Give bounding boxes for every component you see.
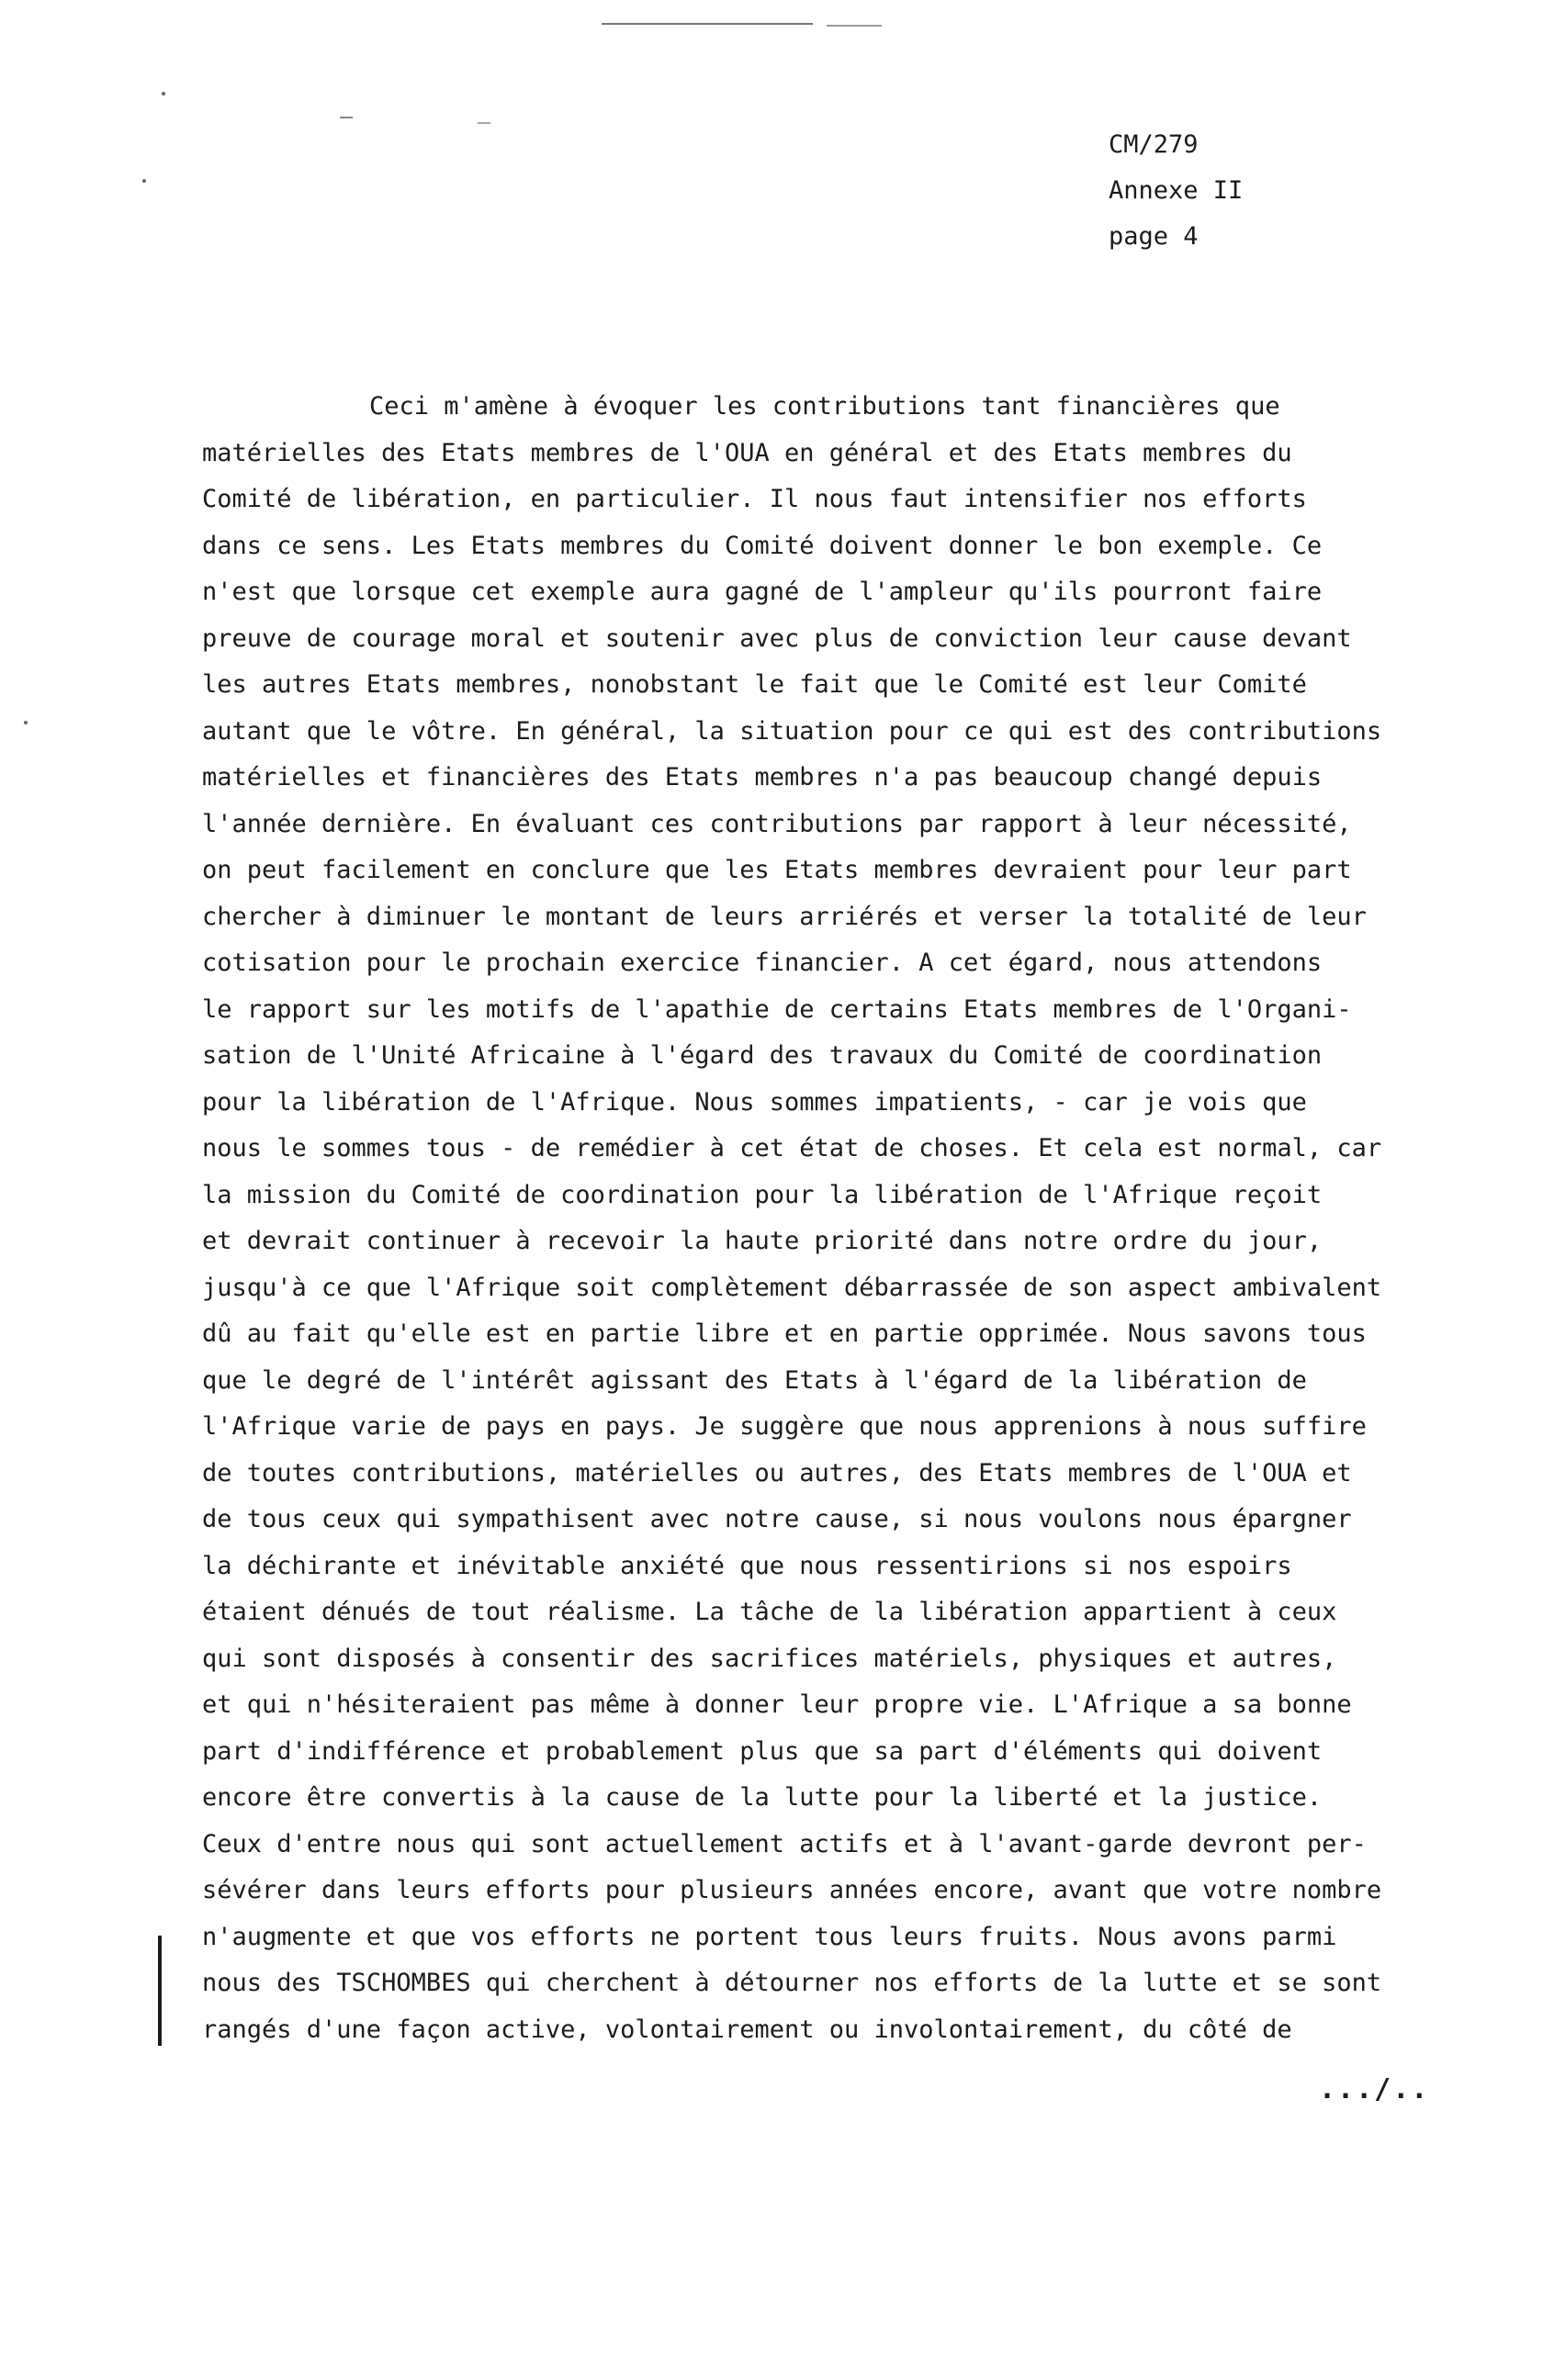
- text-line: nous des TSCHOMBES qui cherchent à détourner nos efforts de la lutte et se sont: [202, 1969, 1382, 1997]
- text-line: sévérer dans leurs efforts pour plusieurs années encore, avant que votre nombre: [202, 1876, 1382, 1904]
- scan-artifact: [340, 117, 353, 118]
- page-number: page 4: [1109, 222, 1199, 251]
- body-paragraph: [202, 384, 1506, 2053]
- margin-revision-bar: [158, 1936, 162, 2046]
- text-line: encore être convertis à la cause de la lutte pour la liberté et la justice.: [202, 1783, 1323, 1812]
- text-line: et devrait continuer à recevoir la haute priorité dans notre ordre du jour,: [202, 1227, 1323, 1255]
- scan-artifact: [24, 721, 28, 724]
- text-line: rangés d'une façon active, volontairement ou involontairement, du côté de: [202, 2015, 1292, 2044]
- text-line: et qui n'hésiteraient pas même à donner leur propre vie. L'Afrique a sa bonne: [202, 1690, 1352, 1719]
- text-line: l'Afrique varie de pays en pays. Je suggère que nous apprenions à nous suffire: [202, 1412, 1367, 1441]
- text-line: Comité de libération, en particulier. Il nous faut intensifier nos efforts: [202, 485, 1307, 513]
- scan-artifact: [602, 23, 813, 25]
- text-line: n'augmente et que vos efforts ne portent tous leurs fruits. Nous avons parmi: [202, 1922, 1337, 1951]
- text-line: chercher à diminuer le montant de leurs arriérés et verser la totalité de leur: [202, 902, 1367, 931]
- text-line: part d'indifférence et probablement plus que sa part d'éléments qui doivent: [202, 1736, 1323, 1766]
- text-line: Ceux d'entre nous qui sont actuellement actifs et à l'avant-garde devront per-: [202, 1829, 1367, 1858]
- text-line: preuve de courage moral et soutenir avec plus de conviction leur cause devant: [202, 623, 1352, 653]
- text-line: la mission du Comité de coordination pour la libération de l'Afrique reçoit: [202, 1180, 1323, 1209]
- text-line: étaient dénués de tout réalisme. La tâche de la libération appartient à ceux: [202, 1598, 1337, 1626]
- text-line: autant que le vôtre. En général, la situation pour ce qui est des contributions: [202, 716, 1382, 746]
- text-line: l'année dernière. En évaluant ces contributions par rapport à leur nécessité,: [202, 809, 1352, 838]
- text-line: nous le sommes tous - de remédier à cet état de choses. Et cela est normal, car: [202, 1134, 1382, 1162]
- text-line: de tous ceux qui sympathisent avec notre cause, si nous voulons nous épargner: [202, 1505, 1352, 1533]
- annex-label: Annexe II: [1109, 176, 1244, 205]
- text-line: les autres Etats membres, nonobstant le fait que le Comité est leur Comité: [202, 670, 1307, 699]
- text-line: matérielles des Etats membres de l'OUA en général et des Etats membres du: [202, 438, 1292, 467]
- text-line: dû au fait qu'elle est en partie libre et en partie opprimée. Nous savons tous: [202, 1319, 1367, 1348]
- text-line: de toutes contributions, matérielles ou autres, des Etats membres de l'OUA et: [202, 1458, 1352, 1488]
- text-line: que le degré de l'intérêt agissant des Etats à l'égard de la libération de: [202, 1365, 1307, 1395]
- text-line: sation de l'Unité Africaine à l'égard des travaux du Comité de coordination: [202, 1041, 1323, 1070]
- scan-artifact: [478, 122, 490, 124]
- document-header: [1109, 122, 1458, 260]
- text-line: on peut facilement en conclure que les Etats membres devraient pour leur part: [202, 856, 1352, 884]
- text-line: dans ce sens. Les Etats membres du Comité doivent donner le bon exemple. Ce: [202, 531, 1323, 560]
- text-line: le rapport sur les motifs de l'apathie de certains Etats membres de l'Organi-: [202, 994, 1352, 1024]
- text-line: pour la libération de l'Afrique. Nous sommes impatients, - car je vois que: [202, 1087, 1307, 1117]
- text-line: qui sont disposés à consentir des sacrifices matériels, physiques et autres,: [202, 1644, 1337, 1673]
- scan-artifact: [142, 179, 146, 183]
- text-line: cotisation pour le prochain exercice financier. A cet égard, nous attendons: [202, 949, 1323, 977]
- text-line: matérielles et financières des Etats membres n'a pas beaucoup changé depuis: [202, 763, 1323, 791]
- text-line: Ceci m'amène à évoquer les contributions tant financières que: [369, 392, 1280, 421]
- scan-artifact: [162, 92, 165, 95]
- continuation-mark: .../..: [1319, 2073, 1430, 2105]
- text-line: n'est que lorsque cet exemple aura gagné de l'ampleur qu'ils pourront faire: [202, 578, 1323, 606]
- document-reference: CM/279: [1109, 130, 1199, 159]
- text-line: jusqu'à ce que l'Afrique soit complètement débarrassée de son aspect ambivalent: [202, 1273, 1382, 1302]
- scan-artifact: [827, 25, 882, 27]
- text-line: la déchirante et inévitable anxiété que nous ressentirions si nos espoirs: [202, 1551, 1292, 1580]
